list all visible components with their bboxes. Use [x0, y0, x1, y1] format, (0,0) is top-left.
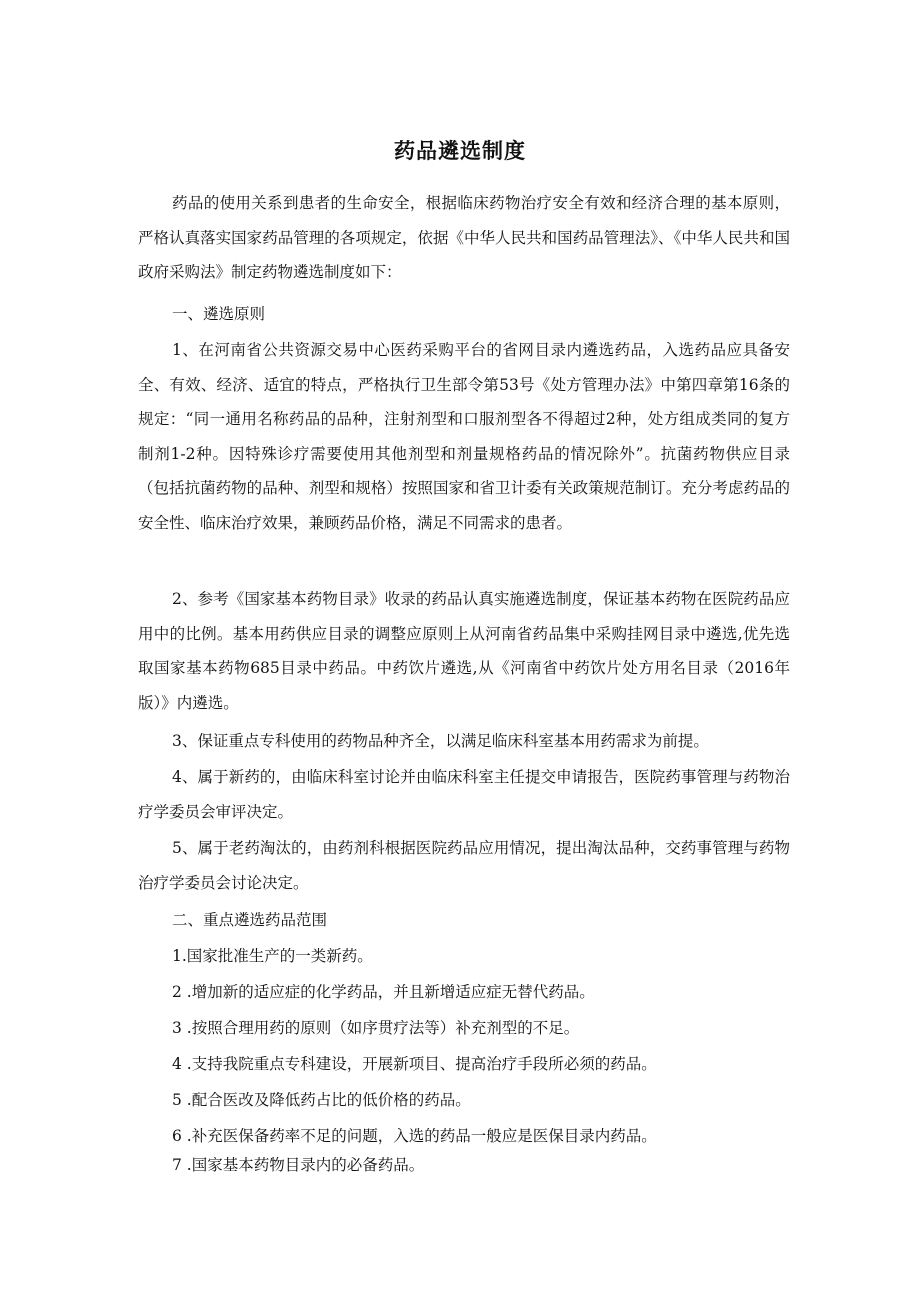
section2-item-7: 7 .国家基本药物目录内的必备药品。 — [172, 1156, 425, 1174]
intro-paragraph: 药品的使用关系到患者的生命安全，根据临床药物治疗安全有效和经济合理的基本原则，严格认真落实国家药品管理的各项规定，依据《中华人民共和国药品管理法》、《中华人民共和国政府采购法》制定药物遴选制度如下： — [138, 194, 790, 281]
section1-item-5: 5、属于老药淘汰的，由药剂科根据医院药品应用情况，提出淘汰品种，交药事管理与药物治疗学委员会讨论决定。 — [138, 839, 790, 892]
section1-item-1: 1、在河南省公共资源交易中心医药采购平台的省网目录内遴选药品，入选药品应具备安全、有效、经济、适宜的特点，严格执行卫生部令第53号《处方管理办法》中第四章第16条的规定：“同一通用名称药品的品种，注射剂型和口服剂型各不得超过2种，处方组成类同的复方制剂1-2种。因特殊诊疗需要使用其他剂型和剂量规格药品的情况除外”。抗菌药物供应目录（包括抗菌药物的品种、剂型和规格）按照国家和省卫计委有关政策规范制订。充分考虑药品的安全性、临床治疗效果，兼顾药品价格，满足不同需求的患者。 — [138, 341, 790, 532]
section2-item-2: 2 .增加新的适应症的化学药品，并且新增适应症无替代药品。 — [172, 983, 595, 1001]
section2-item-6: 6 .补充医保备药率不足的问题，入选的药品一般应是医保目录内药品。 — [172, 1127, 657, 1145]
section1-item-2: 2、参考《国家基本药物目录》收录的药品认真实施遴选制度，保证基本药物在医院药品应用中的比例。基本用药供应目录的调整应原则上从河南省药品集中采购挂网目录中遴选,优先选取国家基本药物685目录中药品。中药饮片遴选,从《河南省中药饮片处方用名目录（2016年版）》内遴选。 — [138, 590, 790, 712]
section2-item-1: 1.国家批准生产的一类新药。 — [172, 947, 373, 965]
section1-heading: 一、遴选原则 — [172, 305, 266, 323]
section1-item-4: 4、属于新药的，由临床科室讨论并由临床科室主任提交申请报告，医院药事管理与药物治疗学委员会审评决定。 — [138, 768, 790, 821]
section1-item-3: 3、保证重点专科使用的药物品种齐全，以满足临床科室基本用药需求为前提。 — [172, 732, 709, 750]
section2-item-4: 4 .支持我院重点专科建设，开展新项目、提高治疗手段所必须的药品。 — [172, 1055, 657, 1073]
section2-item-3: 3 .按照合理用药的原则（如序贯疗法等）补充剂型的不足。 — [172, 1019, 580, 1037]
document-title: 药品遴选制度 — [394, 139, 526, 163]
section2-item-5: 5 .配合医改及降低药占比的低价格的药品。 — [172, 1091, 471, 1109]
section2-heading: 二、重点遴选药品范围 — [172, 911, 328, 929]
